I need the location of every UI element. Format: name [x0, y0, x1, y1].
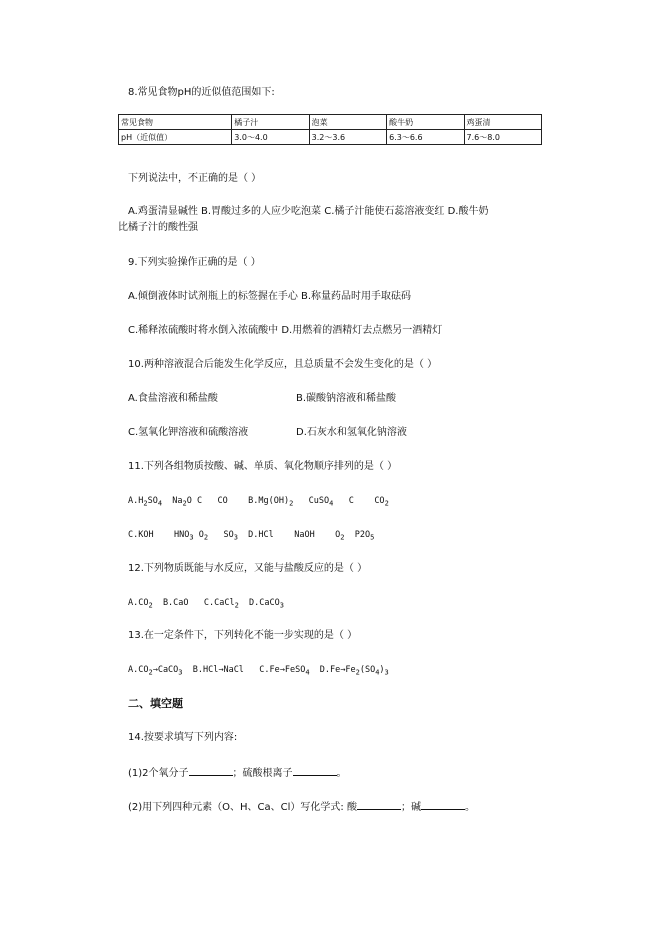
- answer-blank[interactable]: [293, 765, 337, 776]
- table-cell: 7.6～8.0: [464, 130, 541, 145]
- q14-part1: [128, 765, 347, 781]
- q8-options-line2: 比橘子汁的酸性强: [118, 222, 198, 233]
- q14-part2-text-b: ；碱: [400, 802, 421, 813]
- table-cell: 3.0～4.0: [232, 130, 309, 145]
- q14-part2: [128, 799, 475, 815]
- q12-title: 12.下列物质既能与水反应，又能与盐酸反应的是（ ）: [128, 563, 368, 574]
- section-title: 二、填空题: [128, 697, 183, 710]
- table-cell: 橘子汁: [232, 115, 309, 130]
- q9-line1: A.倾倒液体时试剂瓶上的标签握在手心 B.称量药品时用手取砝码: [128, 291, 412, 302]
- q13-title: 13.在一定条件下，下列转化不能一步实现的是（ ）: [128, 630, 358, 641]
- q10-option-b: B.碳酸钠溶液和稀盐酸: [296, 393, 397, 404]
- q10-option-c: C.氢氧化钾溶液和硫酸溶液: [128, 427, 249, 438]
- q10-option-a: A.食盐溶液和稀盐酸: [128, 393, 218, 404]
- ph-table: [118, 114, 542, 145]
- answer-blank[interactable]: [357, 799, 401, 810]
- q14-part2-text-c: 。: [464, 802, 475, 813]
- table-row: [119, 130, 542, 145]
- table-cell: 鸡蛋清: [464, 115, 541, 130]
- answer-blank[interactable]: [189, 765, 233, 776]
- answer-blank[interactable]: [421, 799, 465, 810]
- q8-question: 下列说法中，不正确的是（ ）: [128, 173, 262, 184]
- table-cell: 6.3～6.6: [387, 130, 464, 145]
- table-cell: pH（近似值）: [119, 130, 232, 145]
- q14-part1-text-c: 。: [336, 768, 347, 779]
- table-cell: 常见食物: [119, 115, 232, 130]
- table-header-row: [119, 115, 542, 130]
- q11-line2: C.KOH $HNO_3$ $O_2$ $SO_3$ D.HCl NaOH $O_2$ $P2O_5$: [128, 530, 375, 542]
- table-cell: 泡菜: [309, 115, 386, 130]
- q14-part2-text-a: (2)用下列四种元素（O、H、Ca、Cl）写化学式: 酸: [128, 802, 357, 813]
- table-cell: 酸牛奶: [387, 115, 464, 130]
- q10-option-d: D.石灰水和氢氧化钠溶液: [296, 427, 407, 438]
- q13-options: $A.CO_2\to CaCO_3$ B.HCl→NaCl C.Fe→FeSO$_4$ $D.Fe\to Fe_2(SO_4)_3$: [128, 665, 389, 677]
- q8-title: 8.常见食物pH的近似值范围如下:: [128, 87, 275, 98]
- q11-title: 11.下列各组物质按酸、碱、单质、氧化物顺序排列的是（ ）: [128, 461, 398, 472]
- q8-options-line1: A.鸡蛋清显碱性 B.胃酸过多的人应少吃泡菜 C.橘子汁能使石蕊溶液变红 D.酸牛奶: [128, 206, 489, 217]
- q9-title: 9.下列实验操作正确的是（ ）: [128, 257, 261, 268]
- q10-title: 10.两种溶液混合后能发生化学反应，且总质量不会发生变化的是（ ）: [128, 359, 438, 370]
- table-cell: 3.2～3.6: [309, 130, 386, 145]
- q14-title: 14.按要求填写下列内容:: [128, 732, 238, 743]
- q14-part1-text-b: ；硫酸根离子: [232, 768, 293, 779]
- q11-line1: $A.H_2SO_4$ $Na_2O$ C CO $B.Mg(OH)_2$ CuSO$_4$ C $CO_2$: [128, 496, 389, 508]
- q9-line2: C.稀释浓硫酸时将水倒入浓硫酸中 D.用燃着的酒精灯去点燃另一酒精灯: [128, 325, 443, 336]
- q14-part1-text-a: (1)2个氧分子: [128, 768, 189, 779]
- q12-options: $A.CO_2$ B.CaO C.CaCl$_2$ D.CaCO$_3$: [128, 598, 284, 610]
